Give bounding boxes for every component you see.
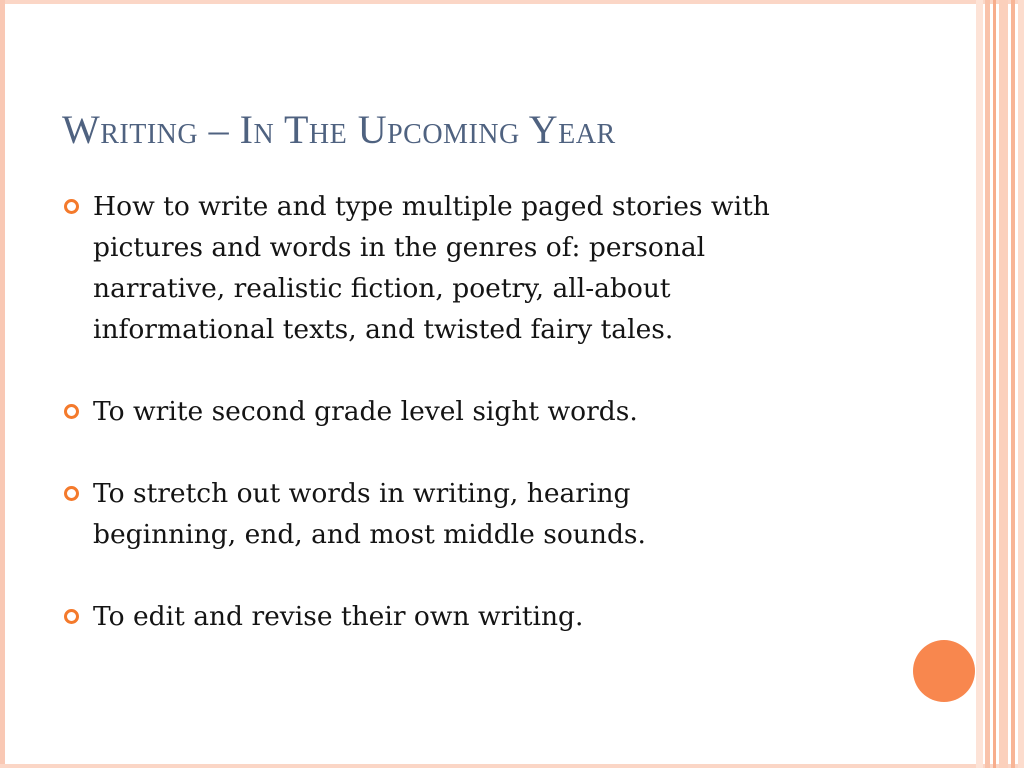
bullet-text: How to write and type multiple paged stories with pictures and words in the genres of: personal narrative, realistic fiction, poetry, all-about informational texts, and twisted fairy tales.: [93, 191, 770, 345]
stripe: [1011, 0, 1015, 768]
stripe: [999, 0, 1008, 768]
right-decorative-stripes: [976, 0, 1024, 768]
orange-circle-decoration-icon: [913, 640, 975, 702]
stripe: [1018, 0, 1024, 768]
slide-border-left: [0, 0, 5, 768]
stripe: [985, 0, 990, 768]
slide-border-bottom: [0, 764, 1024, 768]
stripe: [993, 0, 996, 768]
stripe: [976, 0, 983, 768]
bullet-text: To stretch out words in writing, hearing beginning, end, and most middle sounds.: [93, 478, 646, 550]
slide-border-top: [0, 0, 1024, 4]
bullet-icon: [64, 486, 79, 501]
bullet-list: [64, 186, 884, 678]
bullet-icon: [64, 404, 79, 419]
list-item: [64, 596, 884, 637]
slide-title: Writing – In The Upcoming Year: [62, 107, 616, 152]
list-item: [64, 186, 884, 350]
bullet-text: To write second grade level sight words.: [93, 396, 638, 427]
bullet-icon: [64, 609, 79, 624]
bullet-icon: [64, 199, 79, 214]
list-item: [64, 391, 884, 432]
list-item: [64, 473, 884, 555]
bullet-text: To edit and revise their own writing.: [93, 601, 584, 632]
